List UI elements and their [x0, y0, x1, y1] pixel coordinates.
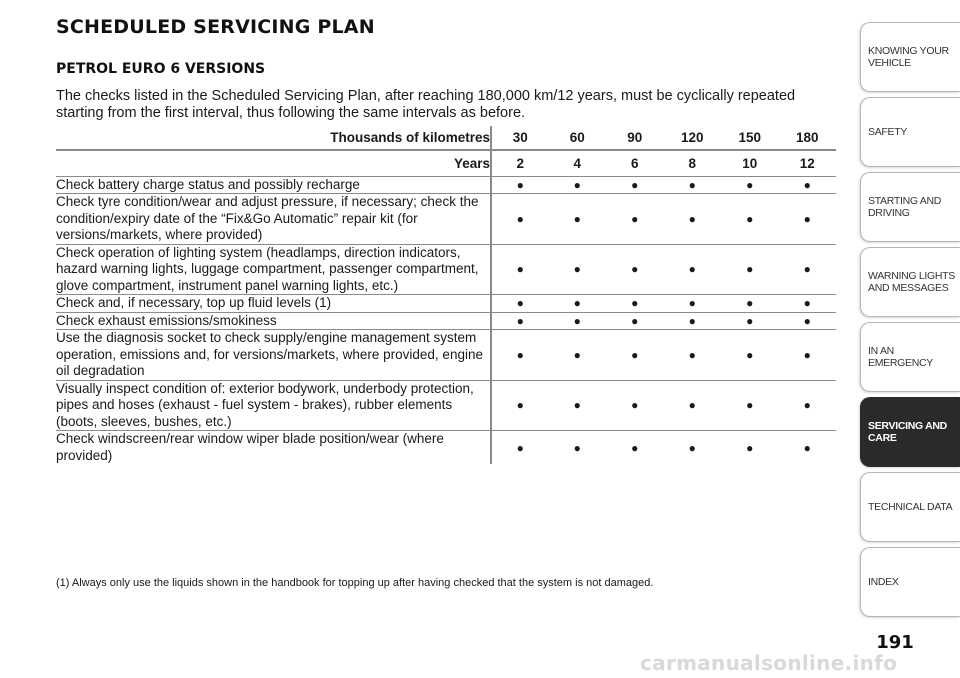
years-value: 8 [664, 150, 722, 176]
nav-tab-label: STARTING AND DRIVING [868, 195, 942, 219]
scheduled-dot-icon: ● [491, 312, 549, 330]
scheduled-dot-icon: ● [664, 194, 722, 245]
nav-tab[interactable] [860, 547, 960, 617]
scheduled-dot-icon: ● [631, 440, 639, 455]
nav-tab[interactable] [860, 247, 960, 317]
years-value: 6 [606, 150, 664, 176]
table-row [56, 330, 836, 381]
scheduled-dot-icon: ● [803, 440, 811, 455]
km-value: 30 [491, 126, 549, 150]
scheduled-dot-icon: ● [746, 440, 754, 455]
scheduled-dot-icon: ● [721, 194, 779, 245]
scheduled-dot-icon: ● [606, 295, 664, 313]
scheduled-dot-icon: ● [721, 176, 779, 194]
table-row [56, 176, 836, 194]
km-value: 150 [721, 126, 779, 150]
watermark: carmanualsonline.info [640, 651, 898, 675]
scheduled-dot-icon: ● [688, 440, 696, 455]
scheduled-dot-icon: ● [549, 244, 607, 295]
nav-tab-label: WARNING LIGHTS AND MESSAGES [868, 270, 955, 294]
km-header-label: Thousands of kilometres [56, 126, 491, 150]
scheduled-dot-icon: ● [779, 176, 837, 194]
years-value: 4 [549, 150, 607, 176]
table-row [56, 295, 836, 313]
section-subtitle: PETROL EURO 6 VERSIONS [56, 61, 266, 77]
scheduled-dot-icon: ● [491, 194, 549, 245]
scheduled-dot-icon: ● [549, 194, 607, 245]
scheduled-dot-icon: ● [779, 194, 837, 245]
scheduled-dot-icon: ● [779, 295, 837, 313]
table-row [56, 244, 836, 295]
km-header-row [56, 126, 836, 150]
page-title: SCHEDULED SERVICING PLAN [56, 16, 375, 38]
nav-tab[interactable] [860, 472, 960, 542]
scheduled-dot-icon: ● [606, 330, 664, 381]
scheduled-dot-icon: ● [779, 244, 837, 295]
table-row [56, 431, 836, 465]
years-value: 12 [779, 150, 837, 176]
nav-tab-label: IN AN EMERGENCY [868, 345, 933, 369]
check-item-label: Check operation of lighting system (headlamps, direction indicators, hazard warning lights, luggage compartment, passenger compartment, glove compartment, instrument panel warning lights, etc.) [56, 244, 491, 295]
scheduled-dot-icon: ● [491, 380, 549, 431]
scheduled-dot-icon: ● [573, 440, 581, 455]
intro-paragraph: The checks listed in the Scheduled Servicing Plan, after reaching 180,000 km/12 years, must be cyclically repeated starting from the first interval, thus following the same intervals as before. [56, 88, 796, 121]
table-row [56, 380, 836, 431]
table-row [56, 312, 836, 330]
scheduled-dot-icon: ● [779, 380, 837, 431]
scheduled-dot-icon: ● [491, 176, 549, 194]
km-value: 120 [664, 126, 722, 150]
scheduled-dot-icon: ● [491, 244, 549, 295]
scheduled-dot-icon: ● [549, 295, 607, 313]
km-value: 90 [606, 126, 664, 150]
scheduled-dot-icon: ● [549, 330, 607, 381]
scheduled-dot-icon: ● [664, 312, 722, 330]
nav-tab[interactable] [860, 97, 960, 167]
scheduled-dot-icon: ● [606, 312, 664, 330]
km-value: 60 [549, 126, 607, 150]
scheduled-dot-icon: ● [549, 312, 607, 330]
years-header-label: Years [56, 150, 491, 176]
years-value: 2 [491, 150, 549, 176]
scheduled-dot-icon: ● [549, 380, 607, 431]
check-item-label: Check tyre condition/wear and adjust pressure, if necessary; check the condition/expiry date of the “Fix&Go Automatic” repair kit (for versions/markets, where provided) [56, 194, 491, 245]
km-value: 180 [779, 126, 837, 150]
scheduled-dot-icon: ● [491, 295, 549, 313]
check-item-label: Check and, if necessary, top up fluid levels (1) [56, 295, 491, 313]
scheduled-dot-icon: ● [606, 176, 664, 194]
scheduled-dot-icon: ● [664, 176, 722, 194]
scheduled-dot-icon: ● [664, 330, 722, 381]
servicing-plan-table [56, 126, 836, 464]
footnote: (1) Always only use the liquids shown in the handbook for topping up after having checked that the system is not damaged. [56, 577, 654, 589]
scheduled-dot-icon: ● [779, 330, 837, 381]
years-header-row [56, 150, 836, 176]
table-row [56, 194, 836, 245]
scheduled-dot-icon: ● [721, 380, 779, 431]
scheduled-dot-icon: ● [606, 380, 664, 431]
nav-tab-label: SAFETY [868, 126, 908, 138]
check-item-label: Use the diagnosis socket to check supply/engine management system operation, emissions and, for versions/markets, where provided, engine oil degradation [56, 330, 491, 381]
scheduled-dot-icon: ● [664, 244, 722, 295]
nav-tab[interactable] [860, 172, 960, 242]
check-item-label: Visually inspect condition of: exterior bodywork, underbody protection, pipes and hoses (exhaust - fuel system - brakes), rubber elements (boots, sleeves, bushes, etc.) [56, 380, 491, 431]
nav-tab-label: SERVICING AND CARE [868, 420, 947, 444]
nav-tab-label: INDEX [868, 576, 899, 588]
scheduled-dot-icon: ● [606, 194, 664, 245]
check-item-label: Check battery charge status and possibly recharge [56, 176, 491, 194]
scheduled-dot-icon: ● [516, 440, 524, 455]
chapter-nav [860, 22, 960, 622]
check-item-label: Check exhaust emissions/smokiness [56, 312, 491, 330]
scheduled-dot-icon: ● [491, 330, 549, 381]
nav-tab[interactable] [860, 322, 960, 392]
check-item-label: Check windscreen/rear window wiper blade position/wear (where provided) [56, 431, 491, 465]
scheduled-dot-icon: ● [721, 244, 779, 295]
scheduled-dot-icon: ● [664, 295, 722, 313]
years-value: 10 [721, 150, 779, 176]
scheduled-dot-icon: ● [606, 244, 664, 295]
scheduled-dot-icon: ● [549, 176, 607, 194]
nav-tab[interactable] [860, 22, 960, 92]
nav-tab-label: TECHNICAL DATA [868, 501, 953, 513]
scheduled-dot-icon: ● [721, 330, 779, 381]
page-number: 191 [876, 632, 914, 653]
scheduled-dot-icon: ● [664, 380, 722, 431]
scheduled-dot-icon: ● [721, 312, 779, 330]
scheduled-dot-icon: ● [721, 295, 779, 313]
scheduled-dot-icon: ● [779, 312, 837, 330]
nav-tab[interactable] [860, 397, 960, 467]
nav-tab-label: KNOWING YOUR VEHICLE [868, 45, 949, 69]
